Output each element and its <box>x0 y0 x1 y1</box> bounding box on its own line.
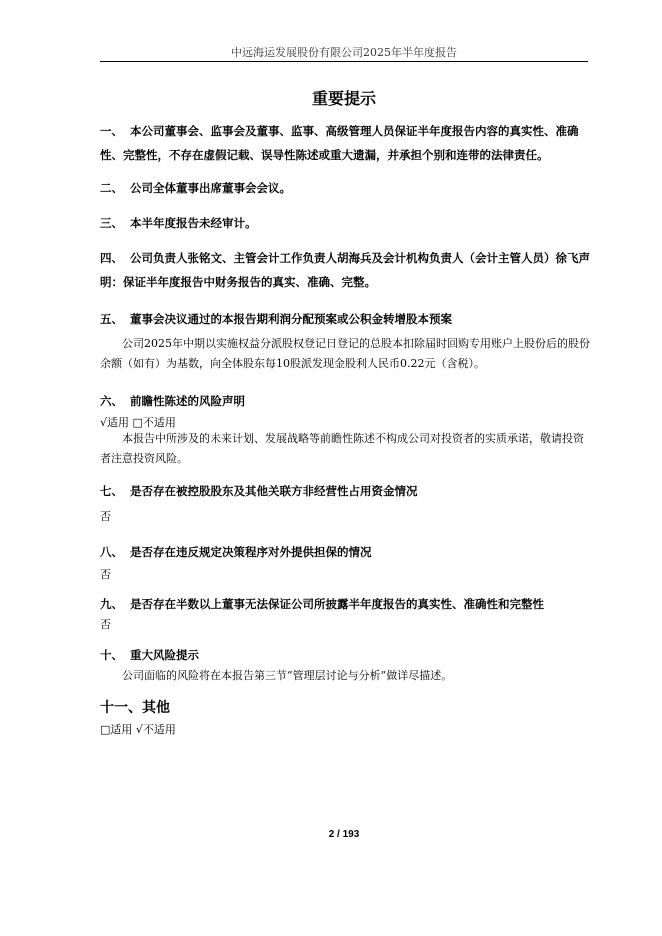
item-6-applicability: √适用 □不适用 <box>100 416 176 429</box>
page-number: 2 / 193 <box>328 829 360 840</box>
item-8-number: 八、 <box>100 545 123 559</box>
item-2 <box>100 176 592 200</box>
item-7-text: 是否存在被控股股东及其他关联方非经营性占用资金情况 <box>130 484 418 498</box>
item-4-number: 四、 <box>100 251 123 265</box>
item-1-text: 本公司董事会、监事会及董事、监事、高级管理人员保证半年度报告内容的真实性、准确性、完整性，不存在虚假记载、误导性陈述或重大遗漏，并承担个别和连带的法律责任。 <box>100 124 579 162</box>
item-10-heading <box>100 647 592 663</box>
item-9-text: 是否存在半数以上董事无法保证公司所披露半年度报告的真实性、准确性和完整性 <box>130 597 544 611</box>
item-1-number: 一、 <box>100 124 123 138</box>
item-9-answer: 否 <box>100 618 111 631</box>
item-4-text: 公司负责人张铭文、主管会计工作负责人胡海兵及会计机构负责人（会计主管人员）徐飞声明：保证半年度报告中财务报告的真实、准确、完整。 <box>100 251 590 289</box>
item-6-number: 六、 <box>100 394 123 408</box>
item-9-heading <box>100 596 592 612</box>
item-9-number: 九、 <box>100 597 123 611</box>
page-title: 重要提示 <box>311 89 376 108</box>
item-5-text: 董事会决议通过的本报告期利润分配预案或公积金转增股本预案 <box>130 312 452 326</box>
item-10-text: 重大风险提示 <box>130 648 199 662</box>
item-7-heading <box>100 483 592 499</box>
item-3-text: 本半年度报告未经审计。 <box>130 216 257 230</box>
item-4 <box>100 246 592 294</box>
item-8-answer: 否 <box>100 568 111 581</box>
item-5-heading <box>100 311 592 327</box>
item-10-number: 十、 <box>100 648 123 662</box>
item-5-body: 公司2025年中期以实施权益分派股权登记日登记的总股本扣除届时回购专用账户上股份后的股份余额（如有）为基数，向全体股东每10股派发现金股利人民币0.22元（含税）。 <box>100 337 590 370</box>
item-11-text: 其他 <box>142 700 170 716</box>
item-6-heading <box>100 393 592 409</box>
item-7-answer: 否 <box>100 510 111 523</box>
item-10-body: 公司面临的风险将在本报告第三节“管理层讨论与分析”做详尽描述。 <box>122 669 453 682</box>
running-header: 中远海运发展股份有限公司2025年半年度报告 <box>231 46 457 59</box>
item-3-number: 三、 <box>100 216 123 230</box>
item-8-text: 是否存在违反规定决策程序对外提供担保的情况 <box>130 545 372 559</box>
item-11-heading <box>100 697 592 717</box>
item-8-heading <box>100 544 592 560</box>
item-7-number: 七、 <box>100 484 123 498</box>
item-6-text: 前瞻性陈述的风险声明 <box>130 394 245 408</box>
item-6-body: 本报告中所涉及的未来计划、发展战略等前瞻性陈述不构成公司对投资者的实质承诺，敬请投资者注意投资风险。 <box>100 432 584 465</box>
item-5-number: 五、 <box>100 312 123 326</box>
item-2-number: 二、 <box>100 181 123 195</box>
header-divider <box>100 61 588 62</box>
item-11-number: 十一、 <box>100 700 142 716</box>
item-2-text: 公司全体董事出席董事会会议。 <box>130 181 291 195</box>
item-1 <box>100 119 592 167</box>
item-3 <box>100 211 592 235</box>
item-11-applicability: □适用 √不适用 <box>100 723 176 736</box>
